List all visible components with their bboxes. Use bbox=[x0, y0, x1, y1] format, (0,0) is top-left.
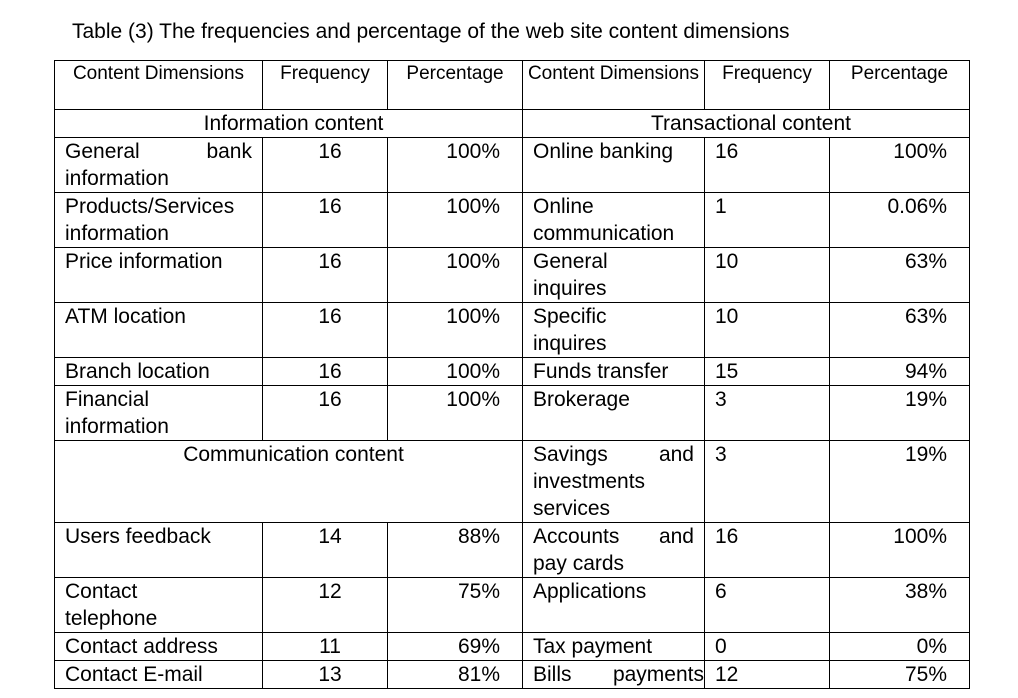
table-row bbox=[55, 523, 970, 578]
frequency-cell: 12 bbox=[263, 578, 388, 633]
dimension-cell: Online banking bbox=[523, 138, 705, 193]
frequency-cell: 12 bbox=[705, 661, 830, 689]
frequency-cell: 6 bbox=[705, 578, 830, 633]
percentage-cell: 100% bbox=[388, 193, 523, 248]
frequency-cell: 16 bbox=[263, 386, 388, 441]
frequency-cell: 16 bbox=[263, 248, 388, 303]
table-row bbox=[55, 303, 970, 358]
frequency-cell: 16 bbox=[705, 523, 830, 578]
header-percentage-left: Percentage bbox=[388, 61, 523, 110]
section-transactional: Transactional content bbox=[523, 110, 970, 138]
dimension-cell: Specific inquires bbox=[523, 303, 705, 358]
dimension-cell: Contact address bbox=[55, 633, 263, 661]
frequency-cell: 1 bbox=[705, 193, 830, 248]
dimension-cell: Financial information bbox=[55, 386, 263, 441]
dimension-cell: Contact telephone bbox=[55, 578, 263, 633]
table-row bbox=[55, 193, 970, 248]
frequency-cell: 16 bbox=[263, 358, 388, 386]
percentage-cell: 19% bbox=[830, 386, 970, 441]
section-row bbox=[55, 110, 970, 138]
percentage-cell: 38% bbox=[830, 578, 970, 633]
frequency-cell: 15 bbox=[705, 358, 830, 386]
dimension-cell: Branch location bbox=[55, 358, 263, 386]
percentage-cell: 100% bbox=[388, 303, 523, 358]
percentage-cell: 75% bbox=[388, 578, 523, 633]
table-row bbox=[55, 138, 970, 193]
section-information: Information content bbox=[55, 110, 523, 138]
dimension-cell: Applications bbox=[523, 578, 705, 633]
frequency-cell: 16 bbox=[263, 138, 388, 193]
dimension-cell: Online communication bbox=[523, 193, 705, 248]
table-row bbox=[55, 441, 970, 523]
dimension-cell: Contact E-mail bbox=[55, 661, 263, 689]
dimension-cell: Bills payments bbox=[523, 661, 705, 689]
dimension-cell: Savings and investments services bbox=[523, 441, 705, 523]
frequency-cell: 13 bbox=[263, 661, 388, 689]
dimension-cell: General bank information bbox=[55, 138, 263, 193]
dimension-cell: Price information bbox=[55, 248, 263, 303]
dimension-cell: Brokerage bbox=[523, 386, 705, 441]
frequency-cell: 16 bbox=[263, 303, 388, 358]
header-frequency-right: Frequency bbox=[705, 61, 830, 110]
frequency-cell: 0 bbox=[705, 633, 830, 661]
header-frequency-left: Frequency bbox=[263, 61, 388, 110]
percentage-cell: 100% bbox=[830, 138, 970, 193]
table-caption: Table (3) The frequencies and percentage of the web site content dimensions bbox=[72, 20, 790, 43]
percentage-cell: 94% bbox=[830, 358, 970, 386]
percentage-cell: 100% bbox=[830, 523, 970, 578]
content-dimensions-table bbox=[54, 60, 970, 689]
percentage-cell: 100% bbox=[388, 138, 523, 193]
percentage-cell: 19% bbox=[830, 441, 970, 523]
dimension-cell: Tax payment bbox=[523, 633, 705, 661]
header-content-dimensions-left: Content Dimensions bbox=[55, 61, 263, 110]
percentage-cell: 63% bbox=[830, 248, 970, 303]
frequency-cell: 10 bbox=[705, 303, 830, 358]
dimension-cell: Products/Services information bbox=[55, 193, 263, 248]
table-row bbox=[55, 248, 970, 303]
dimension-cell: Funds transfer bbox=[523, 358, 705, 386]
frequency-cell: 16 bbox=[263, 193, 388, 248]
frequency-cell: 3 bbox=[705, 386, 830, 441]
header-content-dimensions-right: Content Dimensions bbox=[523, 61, 705, 110]
frequency-cell: 10 bbox=[705, 248, 830, 303]
percentage-cell: 100% bbox=[388, 248, 523, 303]
percentage-cell: 81% bbox=[388, 661, 523, 689]
percentage-cell: 63% bbox=[830, 303, 970, 358]
percentage-cell: 69% bbox=[388, 633, 523, 661]
dimension-cell: Accounts and pay cards bbox=[523, 523, 705, 578]
section-communication: Communication content bbox=[55, 441, 523, 523]
table-header-row bbox=[55, 61, 970, 110]
frequency-cell: 3 bbox=[705, 441, 830, 523]
frequency-cell: 14 bbox=[263, 523, 388, 578]
header-percentage-right: Percentage bbox=[830, 61, 970, 110]
frequency-cell: 16 bbox=[705, 138, 830, 193]
percentage-cell: 0.06% bbox=[830, 193, 970, 248]
table-row bbox=[55, 386, 970, 441]
percentage-cell: 100% bbox=[388, 358, 523, 386]
percentage-cell: 100% bbox=[388, 386, 523, 441]
table-row bbox=[55, 578, 970, 633]
dimension-cell: Users feedback bbox=[55, 523, 263, 578]
dimension-cell: ATM location bbox=[55, 303, 263, 358]
frequency-cell: 11 bbox=[263, 633, 388, 661]
table-row bbox=[55, 358, 970, 386]
percentage-cell: 75% bbox=[830, 661, 970, 689]
table-row bbox=[55, 661, 970, 689]
dimension-cell: General inquires bbox=[523, 248, 705, 303]
percentage-cell: 0% bbox=[830, 633, 970, 661]
table-row bbox=[55, 633, 970, 661]
percentage-cell: 88% bbox=[388, 523, 523, 578]
